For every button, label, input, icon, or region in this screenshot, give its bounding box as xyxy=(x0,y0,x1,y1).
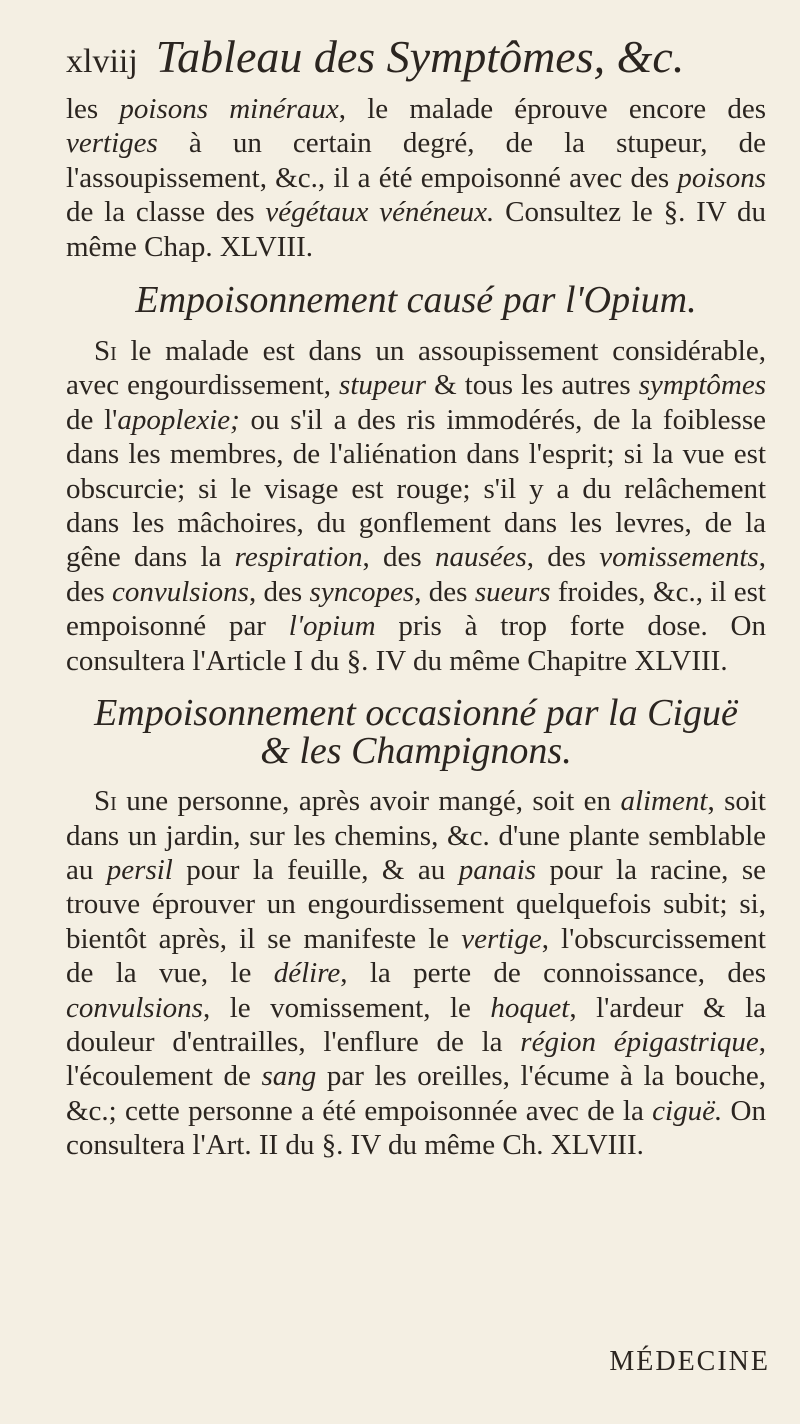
italic-term: panais xyxy=(458,853,537,886)
italic-term: convulsions xyxy=(66,991,203,1024)
italic-term: ciguë. xyxy=(652,1094,723,1127)
running-title: Tableau des Symptômes, &c. xyxy=(155,31,685,82)
page-number: xlviij xyxy=(66,43,138,80)
paragraph-cigue: Si une personne, après avoir mangé, soit en aliment, soit dans un jardin, sur les chemins, &c. d'une plante semblable au persil pour la feuille, & au panais pour la racine, se trouve éprouver un engourdissement quelquefois subit; si, bientôt après, il se manifeste le vertige, l'obscurcissement de la vue, le délire, la perte de connoissance, des convulsions, le vomissement, le hoquet, l'ardeur & la douleur d'entrailles, l'enflure de la région épigastrique, l'écoulement de sang par les oreilles, l'écume à la bouche, &c.; cette personne a été empoisonnée avec de la ciguë. On consultera l'Art. II du §. IV du même Ch. XLVIII. xyxy=(66,785,767,1162)
italic-term: hoquet xyxy=(490,991,570,1024)
italic-term: l'opium xyxy=(288,610,376,643)
italic-term: vomissements xyxy=(599,541,759,574)
italic-term: sueurs xyxy=(474,575,551,608)
body-text xyxy=(66,92,766,1163)
italic-term: stupeur xyxy=(339,369,427,402)
section-heading-cigue-line1: Empoisonnement occasionné par la Ciguë xyxy=(94,692,738,735)
italic-term: vertiges xyxy=(66,127,158,160)
section-heading-cigue xyxy=(66,692,766,773)
italic-term: syncopes xyxy=(309,575,415,608)
italic-term: convulsions xyxy=(112,575,249,608)
italic-term: persil xyxy=(106,853,173,886)
italic-term: sang xyxy=(261,1060,317,1093)
paragraph-continuation: les poisons minéraux, le malade éprouve encore des vertiges à un certain degré, de la stupeur, de l'assoupissement, &c., il a été empoisonné avec des poisons de la classe des végétaux vénéneux. Consultez le §. IV du même Chap. XLVIII. xyxy=(66,93,766,263)
page-header xyxy=(66,30,766,90)
italic-term: nausées xyxy=(434,541,527,574)
italic-term: délire xyxy=(273,957,341,990)
small-caps-word: Si xyxy=(94,785,117,818)
italic-term: végétaux vénéneux. xyxy=(265,196,495,229)
small-caps-word: Si xyxy=(94,335,117,368)
section-heading-cigue-line2: & les Champignons. xyxy=(260,730,572,773)
italic-term: respiration xyxy=(234,541,363,574)
italic-term: région épigastrique xyxy=(520,1025,759,1058)
section-heading-opium: Empoisonnement causé par l'Opium. xyxy=(135,279,697,322)
italic-term: vertige xyxy=(461,922,542,955)
italic-term: poisons minéraux xyxy=(119,93,339,125)
italic-term: symptômes xyxy=(638,369,767,402)
italic-term: apoplexie; xyxy=(117,403,240,436)
paragraph-opium: Si le malade est dans un assoupissement considérable, avec engourdissement, stupeur & tous les autres symptômes de l'apoplexie; ou s'il a des ris immodérés, de la foiblesse dans les membres, de l'aliénation dans l'esprit; si la vue est obscurcie; si le visage est rouge; s'il y a du relâchement dans les mâchoires, du gonflement dans les levres, de la gêne dans la respiration, des nausées, des vomissements, des convulsions, des syncopes, des sueurs froides, &c., il est empoisonné par l'opium pris à trop forte dose. On consultera l'Article I du §. IV du même Chapitre XLVIII. xyxy=(66,335,767,677)
italic-term: poisons xyxy=(677,161,766,194)
italic-term: aliment xyxy=(620,785,708,818)
catchword: MÉDECINE xyxy=(609,1346,770,1377)
